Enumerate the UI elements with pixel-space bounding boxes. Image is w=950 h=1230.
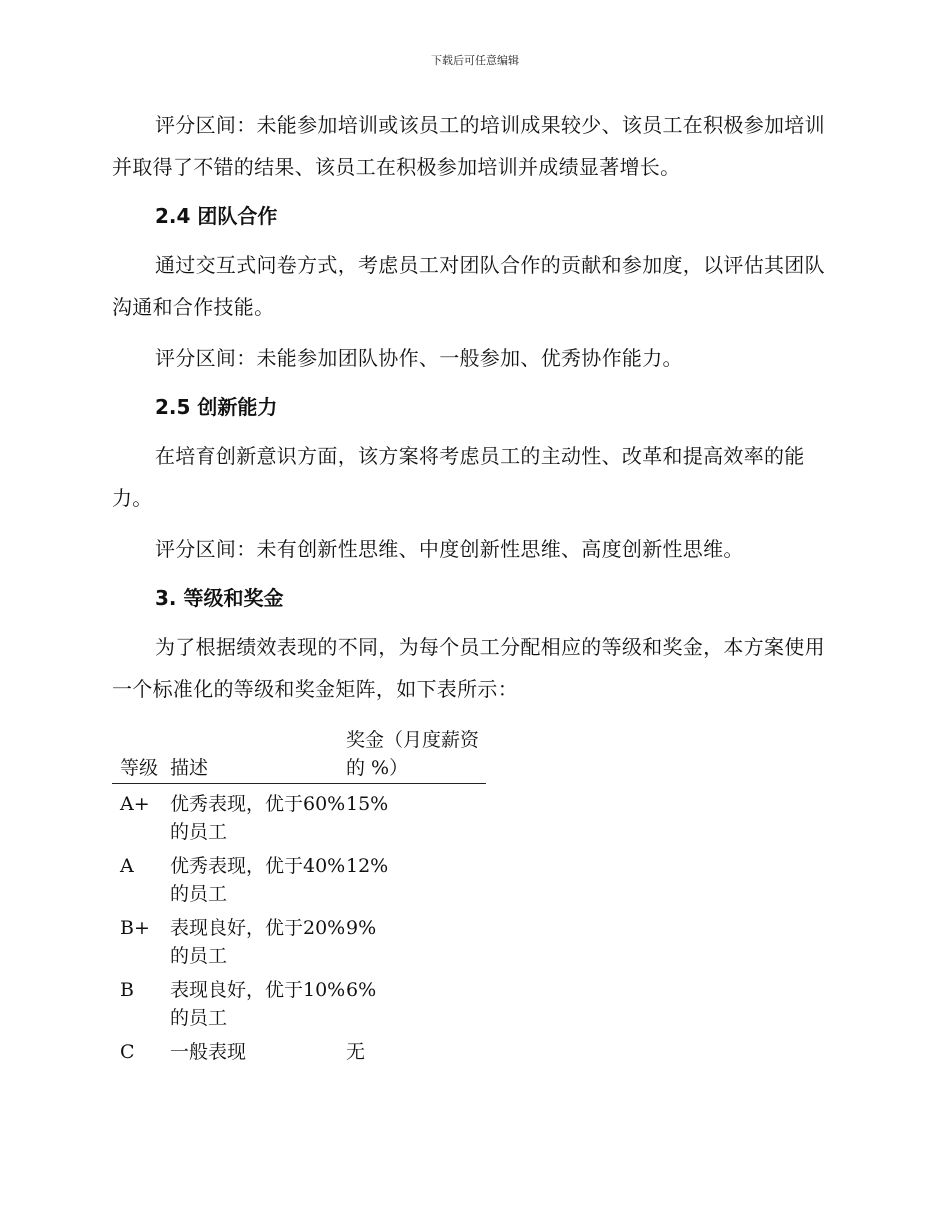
- table-row: [112, 846, 486, 908]
- table-row: [112, 970, 486, 1032]
- page-header: 下载后可任意编辑: [431, 54, 519, 67]
- table-header-bonus: 奖金（月度薪资的 %）: [346, 726, 486, 784]
- paragraph-teamwork-description: 通过交互式问卷方式，考虑员工对团队合作的贡献和参加度，以评估其团队沟通和合作技能。: [112, 253, 825, 319]
- section-heading-innovation: 2.5 创新能力: [155, 395, 278, 419]
- table-header-level: 等级: [112, 726, 170, 784]
- table-cell-description: 优秀表现，优于40%的员工: [170, 855, 346, 905]
- table-cell-bonus: 12%: [346, 855, 389, 877]
- section-heading-teamwork: 2.4 团队合作: [155, 204, 278, 228]
- paragraph-teamwork-score-range: 评分区间：未能参加团队协作、一般参加、优秀协作能力。: [155, 346, 683, 370]
- document-body: [112, 104, 830, 1066]
- table-cell-level: A: [120, 855, 134, 877]
- table-cell-level: A+: [120, 793, 150, 815]
- table-row: [112, 784, 486, 847]
- table-cell-description: 表现良好，优于20%的员工: [170, 917, 346, 967]
- table-cell-bonus: 9%: [346, 917, 377, 939]
- grade-bonus-table: [112, 726, 486, 1066]
- paragraph-innovation-score-range: 评分区间：未有创新性思维、中度创新性思维、高度创新性思维。: [155, 537, 744, 561]
- table-cell-level: C: [120, 1041, 135, 1063]
- paragraph-innovation-description: 在培育创新意识方面，该方案将考虑员工的主动性、改革和提高效率的能力。: [112, 444, 805, 510]
- paragraph-training-score-range: 评分区间：未能参加培训或该员工的培训成果较少、该员工在积极参加培训并取得了不错的结果、该员工在积极参加培训并成绩显著增长。: [112, 113, 825, 179]
- paragraph-grade-bonus-intro: 为了根据绩效表现的不同，为每个员工分配相应的等级和奖金，本方案使用一个标准化的等级和奖金矩阵，如下表所示：: [112, 635, 825, 701]
- table-cell-description: 优秀表现，优于60%的员工: [170, 793, 346, 843]
- table-header-description: 描述: [170, 726, 346, 784]
- table-cell-bonus: 无: [346, 1041, 366, 1063]
- table-cell-description: 一般表现: [170, 1041, 247, 1063]
- section-heading-grades-bonus: 3. 等级和奖金: [155, 586, 284, 610]
- table-row: [112, 908, 486, 970]
- table-cell-level: B: [120, 979, 134, 1001]
- table-header-row: [112, 726, 486, 784]
- table-cell-bonus: 15%: [346, 793, 389, 815]
- table-row: [112, 1032, 486, 1066]
- table-cell-description: 表现良好，优于10%的员工: [170, 979, 346, 1029]
- table-cell-level: B+: [120, 917, 150, 939]
- table-cell-bonus: 6%: [346, 979, 377, 1001]
